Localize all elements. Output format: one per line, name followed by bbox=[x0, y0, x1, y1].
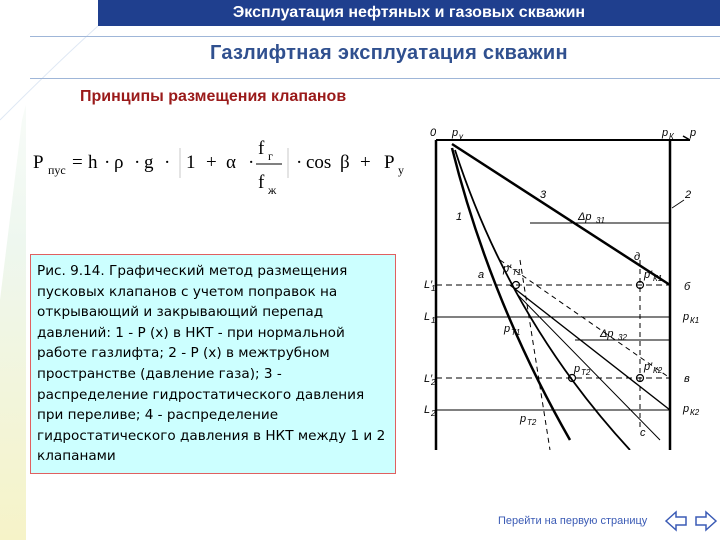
formula-p-end: P bbox=[384, 152, 395, 173]
label-dp32: Δp bbox=[600, 328, 614, 340]
label-dp32-sub: 32 bbox=[618, 333, 627, 342]
label-pt1prime: p′ bbox=[503, 263, 512, 275]
slide-title: Газлифтная эксплуатация скважин bbox=[210, 42, 568, 64]
formula-eq: = bbox=[72, 152, 83, 173]
label-p-axis: p bbox=[690, 127, 697, 139]
formula-f-top-sub: г bbox=[268, 149, 273, 163]
label-py-sub: у bbox=[459, 132, 463, 141]
formula-cos: cos bbox=[306, 152, 332, 173]
label-n2: 2 bbox=[685, 189, 692, 201]
label-L1: L bbox=[424, 311, 431, 323]
formula-plus-2: + bbox=[360, 152, 371, 173]
label-pk1-sub: К1 bbox=[690, 316, 700, 325]
formula-one: 1 bbox=[186, 152, 196, 173]
formula-plus: + bbox=[206, 152, 217, 173]
label-pk2prime: p′ bbox=[644, 361, 653, 373]
label-a: а bbox=[478, 269, 485, 281]
home-arrow-left-icon[interactable] bbox=[666, 512, 686, 530]
label-pk1prime: p′ bbox=[644, 269, 653, 281]
formula-f-top: f bbox=[258, 138, 265, 159]
navigation-arrows bbox=[664, 509, 718, 533]
formula-f-bottom: f bbox=[258, 172, 265, 193]
formula-dot-4: · bbox=[248, 152, 255, 173]
formula-dot-5: · bbox=[296, 152, 303, 173]
label-L2prime-sub: 2 bbox=[431, 378, 436, 387]
label-v: в bbox=[684, 373, 690, 385]
origin-label: 0 bbox=[430, 127, 437, 139]
label-pt1-sub: Т1 bbox=[511, 328, 521, 337]
formula-f-bottom-sub: ж bbox=[268, 183, 277, 197]
label-pt2: p bbox=[574, 363, 581, 375]
formula-p: P bbox=[33, 152, 44, 173]
label-L1-sub: 1 bbox=[431, 316, 436, 325]
label-L1prime-sub: 1 bbox=[431, 284, 436, 293]
label-c: с bbox=[640, 427, 646, 439]
slide-subtitle: Принципы размещения клапанов bbox=[80, 88, 347, 105]
formula-h: h bbox=[88, 152, 98, 173]
formula-dot-1: · bbox=[104, 152, 111, 173]
label-b: б bbox=[684, 281, 691, 293]
curve-3 bbox=[452, 144, 670, 285]
header-bar: Эксплуатация нефтяных и газовых скважин bbox=[98, 0, 720, 26]
label-pk1prime-sub: К1 bbox=[653, 274, 663, 283]
slope-a bbox=[510, 285, 670, 410]
label-pt2b: p bbox=[520, 413, 527, 425]
label-pt1: p bbox=[504, 323, 511, 335]
formula bbox=[0, 0, 440, 240]
formula-p-end-sub: у bbox=[398, 163, 404, 177]
label-L2prime: L′ bbox=[424, 373, 433, 385]
formula-g: g bbox=[144, 152, 154, 173]
label-pt2-sub: Т2 bbox=[581, 368, 591, 377]
label-n1: 1 bbox=[456, 211, 463, 223]
label-n3: 3 bbox=[540, 189, 547, 201]
formula-dot-3: · bbox=[164, 152, 171, 173]
label-pk: p bbox=[662, 127, 669, 139]
label-dp31: Δp bbox=[578, 211, 592, 223]
label-pt2b-sub: Т2 bbox=[527, 418, 537, 427]
label-pk-sub: К bbox=[669, 132, 674, 141]
label-L1prime: L′ bbox=[424, 279, 433, 291]
pressure-diagram bbox=[400, 120, 712, 450]
formula-p-sub: пус bbox=[48, 163, 66, 177]
label-dp31-sub: 31 bbox=[596, 216, 605, 225]
first-page-link[interactable]: Перейти на первую страницу bbox=[498, 515, 648, 527]
label-pt1prime-sub: Т1 bbox=[512, 268, 522, 277]
formula-rho: ρ bbox=[114, 152, 124, 173]
label-L2: L bbox=[424, 404, 431, 416]
label-pk2prime-sub: К2 bbox=[653, 366, 663, 375]
formula-alpha: α bbox=[226, 152, 236, 173]
label-d: д bbox=[634, 251, 641, 263]
arrow-right-icon[interactable] bbox=[696, 512, 716, 530]
label-pk2-sub: К2 bbox=[690, 408, 700, 417]
label-pk1: p bbox=[683, 311, 690, 323]
figure-caption: Рис. 9.14. Графический метод размещения пусковых клапанов с учетом поправок на открывающий и закрывающий перепад давлений: 1 - P (x) в НКТ - при нормальной работе газлифта; 2 - P (x) в межтрубном пространстве (давление газа); 3 - распределение гидростатического давления при переливе; 4 - распределение гидростатического давления в НКТ между 1 и 2 клапанами bbox=[30, 254, 396, 474]
label-py: p bbox=[452, 127, 459, 139]
label-pk2: p bbox=[683, 403, 690, 415]
formula-beta: β bbox=[340, 152, 350, 173]
label-L2-sub: 2 bbox=[431, 409, 436, 418]
leader-2 bbox=[672, 200, 684, 208]
formula-dot-2: · bbox=[134, 152, 141, 173]
